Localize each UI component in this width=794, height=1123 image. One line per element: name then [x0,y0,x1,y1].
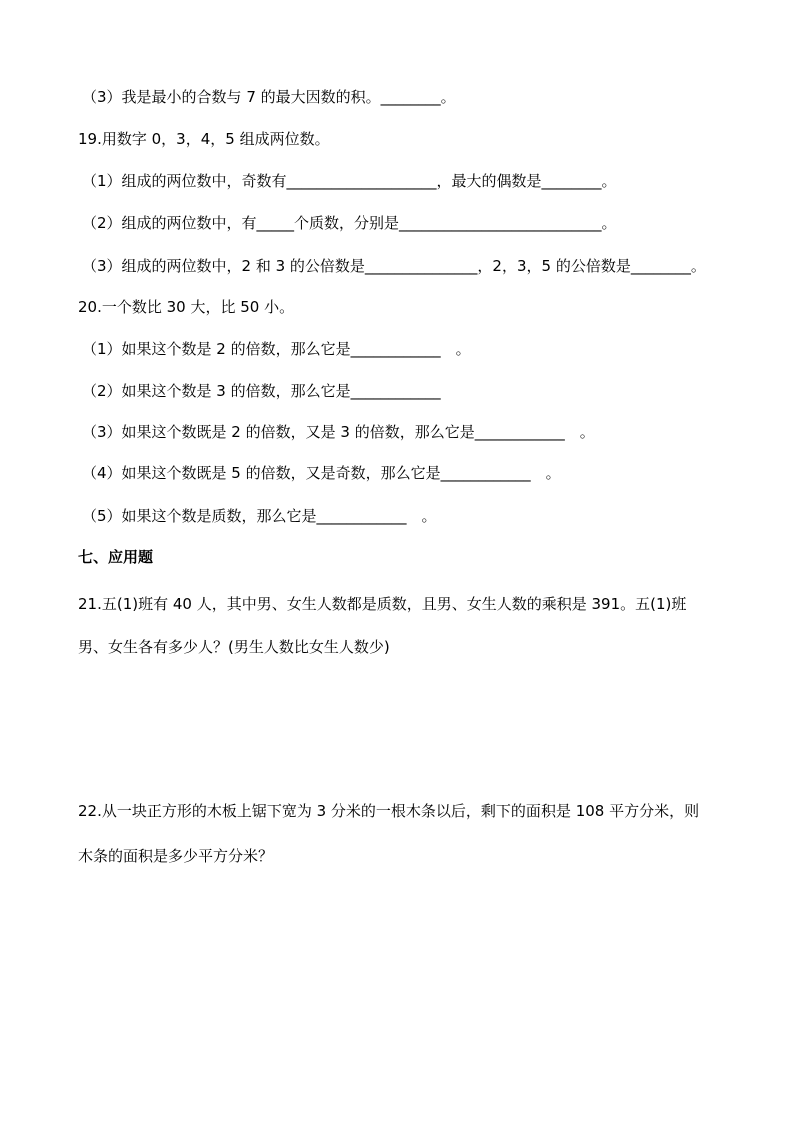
question-text: 20.一个数比 30 大，比 50 小。 [78,298,295,316]
question-22-line-1 [78,800,699,822]
question-20-1 [82,338,471,360]
question-20-5 [82,505,437,527]
question-text: （4）如果这个数既是 5 的倍数，又是奇数，那么它是____________ 。 [82,464,561,482]
question-text: （3）组成的两位数中，2 和 3 的公倍数是_______________，2，3，5 的公倍数是________。 [82,257,706,275]
question-text: 男、女生各有多少人？(男生人数比女生人数少) [78,638,390,656]
question-19-stem [78,128,330,150]
question-text: 19.用数字 0，3，4，5 组成两位数。 [78,130,330,148]
question-text: （1）组成的两位数中，奇数有____________________，最大的偶数是________。 [82,172,617,190]
question-21-line-1 [78,593,686,615]
section-title: 七、应用题 [78,548,154,566]
question-22-line-2 [78,845,273,867]
question-20-4 [82,462,561,484]
question-18-3 [82,86,456,108]
question-19-1 [82,170,617,192]
section-heading [78,546,153,568]
question-text: （1）如果这个数是 2 的倍数，那么它是____________ 。 [82,340,471,358]
question-19-3 [82,255,706,277]
question-text: （2）组成的两位数中，有_____个质数，分别是___________________________。 [82,214,617,232]
question-text: （2）如果这个数是 3 的倍数，那么它是____________ [82,382,441,400]
question-20-stem [78,296,294,318]
question-19-2 [82,212,617,234]
question-text: （5）如果这个数是质数，那么它是____________ 。 [82,507,437,525]
question-20-2 [82,380,441,402]
question-text: 21.五(1)班有 40 人，其中男、女生人数都是质数，且男、女生人数的乘积是 391。五(1)班 [78,595,687,613]
question-text: 木条的面积是多少平方分米？ [78,847,274,865]
question-text: 22.从一块正方形的木板上锯下宽为 3 分米的一根木条以后，剩下的面积是 108 平方分米，则 [78,802,700,820]
question-21-line-2 [78,636,390,658]
question-20-3 [82,421,595,443]
question-text: （3）如果这个数既是 2 的倍数，又是 3 的倍数，那么它是____________ 。 [82,423,595,441]
question-text: （3）我是最小的合数与 7 的最大因数的积。________。 [82,88,456,106]
